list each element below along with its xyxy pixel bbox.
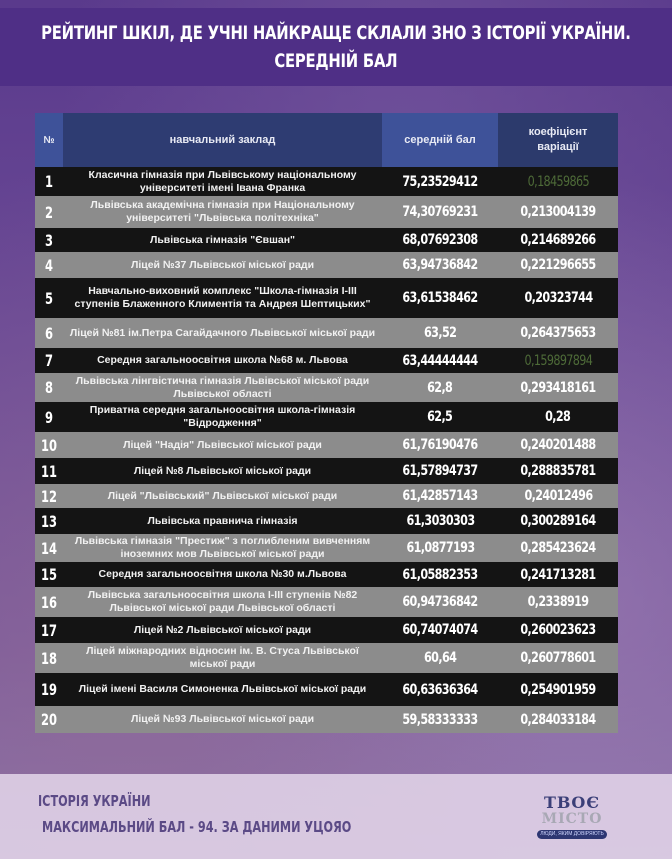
variation-coef-cell-text: 0,285423624 — [520, 540, 596, 556]
school-name-cell-text: Ліцей №8 Львівської міської ради — [133, 464, 312, 477]
school-name-cell — [63, 234, 382, 247]
school-name-cell — [63, 490, 382, 503]
school-name-cell — [63, 199, 382, 225]
rank-cell — [38, 231, 60, 250]
title-line-2: СЕРЕДНІЙ БАЛ — [274, 50, 398, 72]
rank-cell-text: 6 — [44, 323, 53, 343]
average-score-cell — [382, 409, 498, 425]
rank-cell-text: 12 — [40, 486, 58, 506]
average-score-cell — [382, 488, 498, 504]
variation-coef-cell — [498, 567, 618, 583]
rank-cell — [38, 462, 60, 481]
school-name-cell-text: Ліцей "Надія" Львівської міської ради — [123, 438, 322, 451]
rank-cell-text: 3 — [44, 230, 53, 250]
average-score-cell-text: 63,61538462 — [402, 290, 478, 306]
average-score-cell — [382, 712, 498, 728]
variation-coef-cell — [498, 437, 618, 453]
rank-cell — [38, 680, 60, 699]
variation-coef-cell-text: 0,241713281 — [520, 566, 596, 583]
variation-coef-cell — [498, 232, 618, 248]
variation-coef-cell — [498, 463, 618, 479]
variation-coef-cell-text: 0,300289164 — [520, 513, 596, 529]
school-name-cell — [63, 404, 382, 430]
average-score-cell-text: 63,44444444 — [402, 352, 478, 369]
school-name-cell-text: Навчально-виховний комплекс "Школа-гімназія І-ІІІ ступенів Блаженного Климентія та Андрея Шептицьких" — [74, 285, 371, 310]
rank-cell — [38, 539, 60, 558]
average-score-cell-text: 61,42857143 — [402, 488, 478, 504]
school-name-cell-text: Ліцей №93 Львівської міської ради — [130, 713, 315, 725]
school-name-cell-text: Середня загальноосвітня школа №30 м.Львова — [98, 568, 347, 580]
rank-cell-text: 16 — [40, 592, 58, 612]
variation-coef-cell — [498, 540, 618, 556]
rank-cell — [38, 710, 60, 729]
variation-coef-cell-text: 0,293418161 — [520, 379, 596, 396]
rank-cell — [38, 621, 60, 640]
table-row — [35, 228, 618, 252]
school-name-cell — [63, 683, 382, 696]
rank-cell — [38, 436, 60, 455]
table-row — [35, 278, 618, 318]
header-name: навчальний заклад — [63, 113, 382, 167]
table-header — [35, 113, 618, 167]
school-name-cell-text: Львівська загальноосвітня школа І-ІІІ ступенів №82 Львівської міської ради Львівської області — [87, 589, 358, 614]
rank-cell-text: 7 — [44, 351, 53, 370]
variation-coef-cell-text: 0,260023623 — [520, 622, 596, 638]
rank-cell — [38, 289, 60, 308]
school-name-cell — [63, 327, 382, 340]
average-score-cell — [382, 622, 498, 638]
average-score-cell-text: 62,8 — [427, 379, 453, 396]
variation-coef-cell — [498, 513, 618, 529]
rank-cell-text: 18 — [40, 648, 58, 668]
rank-cell — [38, 512, 60, 531]
variation-coef-cell-text: 0,254901959 — [520, 681, 596, 698]
average-score-cell-text: 68,07692308 — [402, 232, 478, 248]
variation-coef-cell-text: 0,221296655 — [520, 257, 596, 273]
average-score-cell-text: 60,74074074 — [402, 622, 478, 638]
school-name-cell — [63, 713, 382, 726]
average-score-cell-text: 75,23529412 — [402, 173, 478, 190]
table-row — [35, 373, 618, 402]
school-name-cell-text: Львівська гімназія "Престиж" з поглибленим вивченням іноземних мов Львівської міської ради — [74, 535, 371, 560]
average-score-cell — [382, 567, 498, 583]
table-row — [35, 617, 618, 643]
variation-coef-cell — [498, 257, 618, 273]
school-name-cell-text: Львівська лінгвістична гімназія Львівської міської ради Львівської області — [75, 374, 370, 400]
school-name-cell — [63, 624, 382, 637]
logo-tagline: ЛЮДИ, ЯКИМ ДОВІРЯЮТЬ — [537, 830, 607, 839]
school-name-cell — [63, 568, 382, 581]
school-name-cell-text: Ліцей №81 ім.Петра Сагайдачного Львівської міської ради — [69, 326, 376, 339]
variation-coef-cell — [498, 174, 618, 190]
variation-coef-cell — [498, 622, 618, 638]
rank-cell — [38, 203, 60, 222]
school-name-cell — [63, 354, 382, 367]
average-score-cell-text: 59,58333333 — [402, 711, 478, 728]
ranking-table — [35, 113, 618, 733]
average-score-cell — [382, 594, 498, 610]
variation-coef-cell-text: 0,159897894 — [524, 352, 592, 369]
title-line-1: РЕЙТИНГ ШКІЛ, ДЕ УЧНІ НАЙКРАЩЕ СКЛАЛИ ЗНО З ІСТОРІЇ УКРАЇНИ. — [41, 22, 631, 44]
average-score-cell-text: 61,05882353 — [402, 566, 478, 583]
average-score-cell — [382, 682, 498, 698]
school-name-cell-text: Ліцей імені Василя Симоненка Львівської міської ради — [78, 683, 367, 695]
rank-cell — [38, 408, 60, 427]
header-num: № — [35, 113, 63, 167]
variation-coef-cell — [498, 712, 618, 728]
rank-cell — [38, 256, 60, 275]
variation-coef-cell — [498, 353, 618, 369]
rank-cell — [38, 378, 60, 397]
average-score-cell-text: 61,3030303 — [406, 513, 474, 529]
title-banner — [0, 8, 672, 86]
footer-subject: ІСТОРІЯ УКРАЇНИ — [38, 792, 151, 810]
average-score-cell — [382, 463, 498, 479]
variation-coef-cell-text: 0,24012496 — [524, 488, 592, 504]
school-name-cell — [63, 645, 382, 671]
school-name-cell — [63, 169, 382, 195]
school-name-cell-text: Приватна середня загальноосвітня школа-гімназія "Відродження" — [89, 404, 356, 429]
school-name-cell-text: Ліцей №37 Львівської міської ради — [130, 258, 315, 271]
school-name-cell-text: Львівська гімназія "Євшан" — [149, 233, 296, 246]
average-score-cell-text: 61,0877193 — [406, 540, 474, 556]
average-score-cell-text: 60,64 — [423, 650, 457, 666]
rank-cell-text: 5 — [44, 288, 53, 308]
rank-cell-text: 14 — [40, 538, 58, 558]
school-name-cell-text: Львівська академічна гімназія при Національному університеті "Львівська політехніка" — [90, 199, 355, 224]
rank-cell-text: 15 — [40, 565, 58, 584]
school-name-cell-text: Класична гімназія при Львівському національному університеті імені Івана Франка — [88, 168, 357, 194]
variation-coef-cell-text: 0,264375653 — [520, 325, 596, 341]
rank-cell-text: 20 — [40, 710, 58, 729]
average-score-cell-text: 62,5 — [427, 409, 453, 425]
average-score-cell — [382, 257, 498, 273]
average-score-cell — [382, 204, 498, 220]
rank-cell — [38, 172, 60, 191]
table-row — [35, 643, 618, 673]
variation-coef-cell-text: 0,284033184 — [520, 711, 596, 728]
variation-coef-cell-text: 0,213004139 — [520, 204, 596, 220]
variation-coef-cell — [498, 650, 618, 666]
variation-coef-cell — [498, 488, 618, 504]
average-score-cell — [382, 290, 498, 306]
school-name-cell — [63, 285, 382, 311]
average-score-cell — [382, 650, 498, 666]
school-name-cell — [63, 515, 382, 528]
table-row — [35, 196, 618, 228]
variation-coef-cell-text: 0,260778601 — [520, 650, 596, 666]
table-row — [35, 402, 618, 432]
average-score-cell — [382, 513, 498, 529]
average-score-cell-text: 63,52 — [423, 325, 457, 341]
table-row — [35, 562, 618, 587]
school-name-cell — [63, 259, 382, 272]
school-name-cell — [63, 439, 382, 452]
variation-coef-cell — [498, 594, 618, 610]
rank-cell-text: 17 — [40, 620, 58, 640]
variation-coef-cell — [498, 325, 618, 341]
rank-cell-text: 2 — [44, 202, 53, 222]
header-coef-label: коефіцієнт варіації — [528, 126, 588, 153]
variation-coef-cell — [498, 409, 618, 425]
table-row — [35, 348, 618, 373]
variation-coef-cell-text: 0,214689266 — [520, 232, 596, 248]
table-row — [35, 673, 618, 706]
rank-cell-text: 9 — [44, 407, 53, 427]
average-score-cell — [382, 174, 498, 190]
variation-coef-cell-text: 0,288835781 — [520, 463, 596, 479]
school-name-cell-text: Львівська правнича гімназія — [147, 514, 298, 527]
rank-cell-text: 13 — [40, 511, 58, 531]
rank-cell — [38, 324, 60, 343]
average-score-cell — [382, 437, 498, 453]
rank-cell-text: 10 — [40, 435, 58, 455]
logo-word-top: ТВОЄ — [543, 793, 601, 812]
footer-band — [0, 774, 672, 859]
table-row — [35, 432, 618, 458]
average-score-cell-text: 61,76190476 — [402, 437, 478, 453]
logo-word-bottom: МІСТО — [541, 811, 603, 827]
average-score-cell-text: 61,57894737 — [402, 463, 478, 479]
average-score-cell-text: 60,63636364 — [402, 681, 478, 698]
table-body — [35, 167, 618, 733]
average-score-cell — [382, 325, 498, 341]
average-score-cell-text: 63,94736842 — [402, 257, 478, 273]
table-row — [35, 252, 618, 278]
rank-cell — [38, 593, 60, 612]
brand-logo — [537, 794, 607, 844]
school-name-cell-text: Ліцей "Львівський" Львівської міської ради — [107, 489, 338, 502]
footer-source-note: МАКСИМАЛЬНИЙ БАЛ - 94. ЗА ДАНИМИ УЦОЯО — [42, 818, 352, 836]
school-name-cell — [63, 465, 382, 478]
variation-coef-cell-text: 0,28 — [545, 409, 571, 425]
school-name-cell — [63, 589, 382, 615]
rank-cell — [38, 487, 60, 506]
rank-cell-text: 19 — [40, 680, 58, 699]
variation-coef-cell — [498, 204, 618, 220]
average-score-cell — [382, 353, 498, 369]
school-name-cell-text: Ліцей міжнародних відносин ім. В. Стуса Львівської міської ради — [86, 645, 359, 670]
average-score-cell — [382, 380, 498, 396]
variation-coef-cell-text: 0,18459865 — [527, 173, 589, 190]
rank-cell-text: 11 — [40, 461, 58, 481]
school-name-cell-text: Середня загальноосвітня школа №68 м. Львова — [97, 354, 348, 366]
table-row — [35, 706, 618, 733]
table-row — [35, 587, 618, 617]
average-score-cell-text: 74,30769231 — [402, 204, 478, 220]
rank-cell — [38, 649, 60, 668]
variation-coef-cell-text: 0,20323744 — [524, 290, 592, 306]
rank-cell-text: 8 — [44, 378, 53, 397]
table-row — [35, 167, 618, 196]
rank-cell — [38, 351, 60, 370]
school-name-cell-text: Ліцей №2 Львівської міської ради — [133, 623, 312, 636]
header-avg: середній бал — [382, 113, 498, 167]
table-row — [35, 458, 618, 484]
variation-coef-cell-text: 0,240201488 — [520, 437, 596, 453]
rank-cell-text: 4 — [44, 255, 53, 275]
table-row — [35, 508, 618, 534]
school-name-cell — [63, 375, 382, 401]
school-name-cell — [63, 535, 382, 561]
table-row — [35, 318, 618, 348]
header-coef — [498, 113, 618, 167]
table-row — [35, 484, 618, 508]
rank-cell — [38, 565, 60, 584]
variation-coef-cell — [498, 682, 618, 698]
table-row — [35, 534, 618, 562]
variation-coef-cell — [498, 380, 618, 396]
variation-coef-cell-text: 0,2338919 — [527, 594, 589, 610]
average-score-cell-text: 60,94736842 — [402, 594, 478, 610]
average-score-cell — [382, 540, 498, 556]
variation-coef-cell — [498, 290, 618, 306]
average-score-cell — [382, 232, 498, 248]
rank-cell-text: 1 — [44, 172, 53, 191]
